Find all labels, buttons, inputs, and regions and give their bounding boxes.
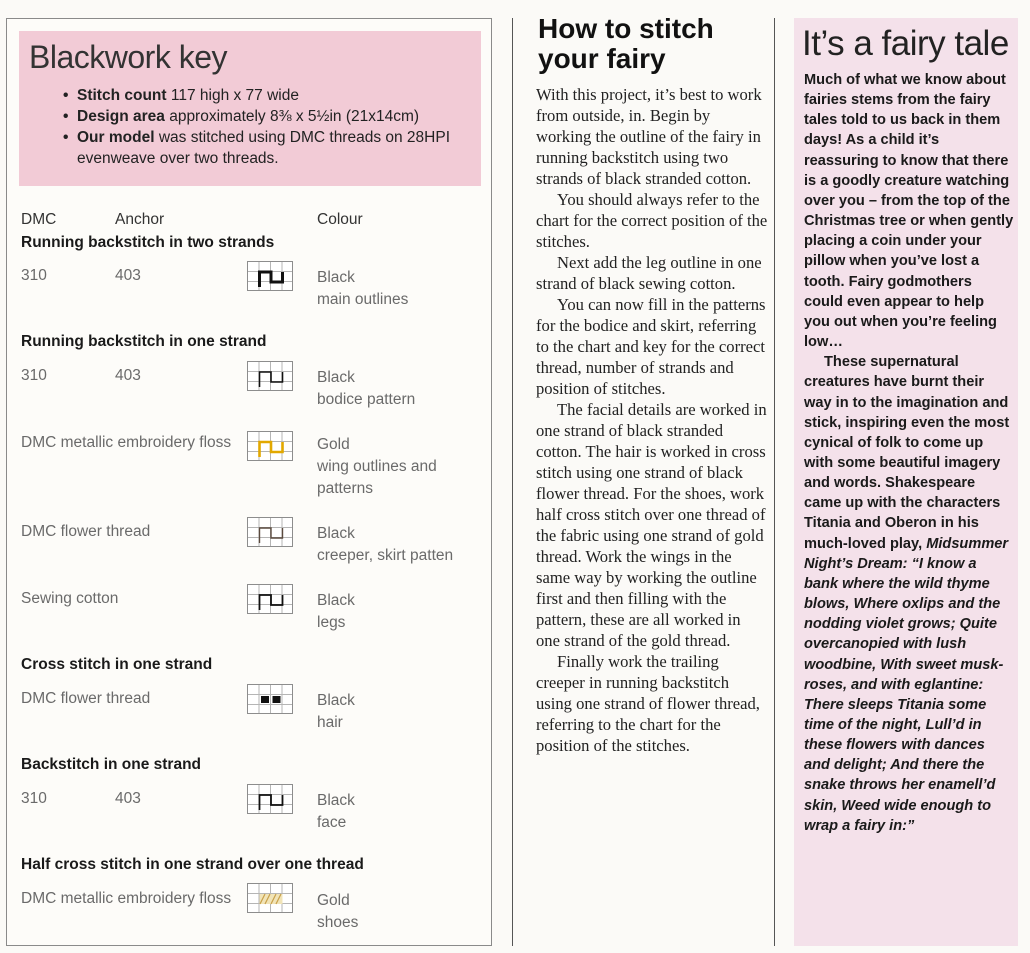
article-body [536,84,768,756]
stitch-swatch [247,784,293,814]
article-paragraph: Finally work the trailing creeper in running backstitch using one strand of flower thread, referring to the chart for the position of the stitches. [536,652,760,755]
fairy-tale-sidebar [794,18,1018,946]
section-heading: Backstitch in one strand [21,756,202,773]
colour-description: Black bodice pattern [317,369,416,408]
bullet-our-model: • Our model was stitched using DMC threads on 28HPI evenweave over two threads. [63,127,450,169]
colour-description: Black legs [317,592,355,631]
dmc-code: DMC flower thread [21,690,151,707]
key-bullets [63,85,450,169]
colour-description: Black main outlines [317,269,409,308]
dmc-code: DMC flower thread [21,523,151,540]
dmc-code: Sewing cotton [21,590,119,607]
col-head-colour: Colour [317,211,363,228]
sidebar-paragraph: These supernatural creatures have burnt their way in to the imagination and stick, inspiring even the most cynical of folk to come up with some beautiful imagery and words. Shakespeare came up with the characters Titania and Oberon in his much-loved play, Midsummer Night’s Dream: “I know a bank where the wild thyme blows, Where oxlips and the nodding violet grows; Quite overcanopied with lush woodbine, With sweet musk-roses, and with eglantine: There sleeps Titania some time of the night, Lull’d in these flowers with dances and delight; And there the snake throws her enamell’d skin, Weed wide enough to wrap a fairy in:” [804,354,1010,834]
anchor-code: 403 [115,267,141,284]
stitch-swatch [247,517,293,547]
stitch-swatch [247,684,293,714]
colour-description: Gold wing outlines and patterns [317,436,437,497]
dmc-code: 310 [21,367,47,384]
dmc-code: DMC metallic embroidery floss [21,890,232,907]
bullet-design-area: • Design area approximately 8⅜ x 5½in (21x14cm) [63,106,450,127]
col-head-anchor: Anchor [115,211,165,228]
article-paragraph: With this project, it’s best to work from outside, in. Begin by working the outline of the fairy in running backstitch using two strands of black stranded cotton. [536,85,762,188]
key-title: Blackwork key [29,39,227,75]
article-paragraph: You should always refer to the chart for the correct position of the stitches. [536,190,768,251]
section-heading: Running backstitch in two strands [21,234,275,251]
dmc-code: 310 [21,267,47,284]
sidebar-title: It’s a fairy tale [802,24,1009,63]
article-paragraph: Next add the leg outline in one strand of black sewing cotton. [536,253,762,293]
anchor-code: 403 [115,790,141,807]
section-heading: Running backstitch in one strand [21,333,267,350]
colour-description: Black creeper, skirt patten [317,525,454,564]
play-title: Midsummer Night’s Dream: [804,535,1009,572]
column-divider [774,18,775,946]
section-heading: Half cross stitch in one strand over one thread [21,856,364,873]
colour-description: Black hair [317,692,355,731]
stitch-swatch [247,431,293,461]
col-head-dmc: DMC [21,211,57,228]
sidebar-body [804,70,1014,836]
article-paragraph: You can now fill in the patterns for the bodice and skirt, referring to the chart and key for the correct thread, number of strands and position of stitches. [536,295,766,398]
stitch-swatch [247,261,293,291]
bullet-stitch-count: • Stitch count 117 high x 77 wide [63,85,450,106]
blackwork-key-panel [6,18,492,946]
colour-description: Gold shoes [317,892,359,931]
article-paragraph: The facial details are worked in one strand of black stranded cotton. The hair is worked in cross stitch using one strand of black flower thread. For the shoes, work half cross stitch over one thread of the fabric using one strand of gold thread. Work the wings in the same way by working the outline first and then filling with the pattern, these are all worked in one strand of the gold thread. [536,400,767,650]
sidebar-paragraph: Much of what we know about fairies stems from the fairy tales told to us back in them days! As a child it’s reassuring to know that there is a goodly creature watching over you – from the top of the Christmas tree or when gently placing a coin under your pillow when you’ve lost a tooth. Fairy godmothers could even appear to help you out when you’re feeling low… [804,72,1014,351]
stitch-swatch [247,584,293,614]
section-heading: Cross stitch in one strand [21,656,213,673]
key-header [19,31,481,186]
anchor-code: 403 [115,367,141,384]
dmc-code: 310 [21,790,47,807]
article-title: How to stitch your fairy [538,13,714,74]
column-divider [512,18,513,946]
stitch-swatch [247,361,293,391]
dmc-code: DMC metallic embroidery floss [21,434,232,451]
shakespeare-quote: “I know a bank where the wild thyme blows, Where oxlips and the nodding violet grows; Quite overcanopied with lush woodbine, With sweet musk-roses, and with eglantine: There sleeps Titania some time of the night, Lull’d in these flowers with dances and delight; And there the snake throws her enamell’d skin, Weed wide enough to wrap a fairy in:” [804,555,1004,834]
colour-description: Black face [317,792,355,831]
stitch-swatch [247,883,293,913]
